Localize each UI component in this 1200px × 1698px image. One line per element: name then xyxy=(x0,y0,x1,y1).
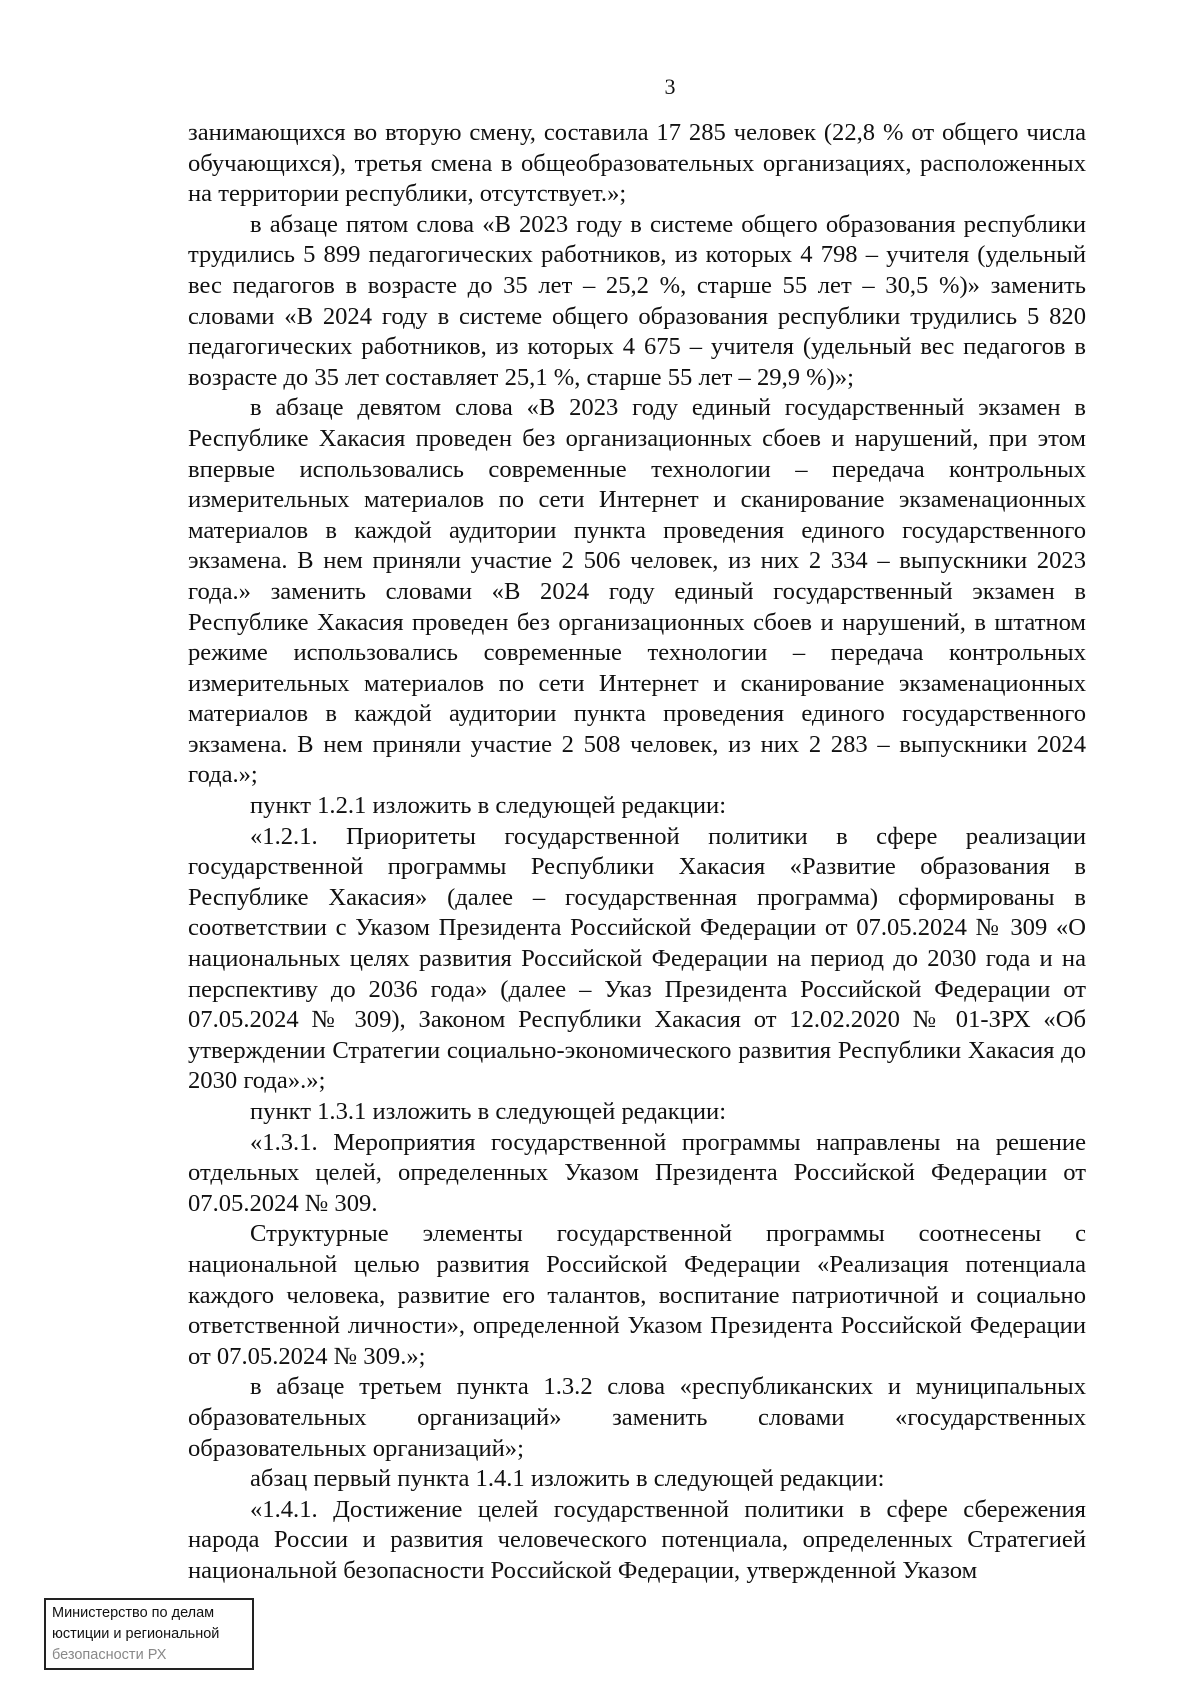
paragraph-5: «1.2.1. Приоритеты государственной политики в сфере реализации государственной программы Республики Хакасия «Развитие образования в Республике Хакасия» (далее – государственная программа) сформированы в соответствии с Указом Президента Российской Федерации от 07.05.2024 № 309 «О национальных целях развития Российской Федерации на период до 2030 года и на перспективу до 2036 года» (далее – Указ Президента Российской Федерации от 07.05.2024 № 309), Законом Республики Хакасия от 12.02.2020 № 01-ЗРХ «Об утверждении Стратегии социально-экономического развития Республики Хакасия до 2030 года».»; xyxy=(188,822,1086,1095)
stamp-line-2: юстиции и региональной xyxy=(52,1626,220,1642)
stamp-line-3: безопасности РХ xyxy=(52,1647,167,1663)
paragraph-6: пункт 1.3.1 изложить в следующей редакции: xyxy=(250,1098,727,1125)
paragraph-11: «1.4.1. Достижение целей государственной политики в сфере сбережения народа России и развития человеческого потенциала, определенных Стратегией национальной безопасности Российской Федерации, утвержденной Указом xyxy=(188,1495,1086,1584)
ministry-stamp xyxy=(44,1598,254,1670)
paragraph-10: абзац первый пункта 1.4.1 изложить в следующей редакции: xyxy=(250,1465,885,1493)
paragraph-4: пункт 1.2.1 изложить в следующей редакции: xyxy=(250,792,727,820)
paragraph-8: Структурные элементы государственной программы соотнесены с национальной целью развития Российской Федерации «Реализация потенциала каждого человека, развитие его талантов, воспитание патриотичной и социально ответственной личности», определенной Указом Президента Российской Федерации от 07.05.2024 № 309.»; xyxy=(188,1220,1086,1370)
stamp-line-1: Министерство по делам xyxy=(52,1605,215,1621)
paragraph-3: в абзаце девятом слова «В 2023 году единый государственный экзамен в Республике Хакасия проведен без организационных сбоев и нарушений, при этом впервые использовались современные технологии – передача контрольных измерительных материалов по сети Интернет и сканирование экзаменационных материалов в каждой аудитории пункта проведения единого государственного экзамена. В нем приняли участие 2 506 человек, из них 2 334 – выпускники 2023 года.» заменить словами «В 2024 году единый государственный экзамен в Республике Хакасия проведен без организационных сбоев и нарушений, в штатном режиме использовались современные технологии – передача контрольных измерительных материалов по сети Интернет и сканирование экзаменационных материалов в каждой аудитории пункта проведения единого государственного экзамена. В нем приняли участие 2 508 человек, из них 2 283 – выпускники 2024 года.»; xyxy=(188,394,1086,789)
paragraph-2: в абзаце пятом слова «В 2023 году в системе общего образования республики трудились 5 899 педагогических работников, из которых 4 798 – учителя (удельный вес педагогов в возрасте до 35 лет – 25,2 %, старше 55 лет – 30,5 %)» заменить словами «В 2024 году в системе общего образования республики трудились 5 820 педагогических работников, из которых 4 675 – учителя (удельный вес педагогов в возрасте до 35 лет составляет 25,1 %, старше 55 лет – 29,9 %)»; xyxy=(188,210,1086,391)
paragraph-1: занимающихся во вторую смену, составила 17 285 человек (22,8 % от общего числа обучающихся), третья смена в общеобразовательных организациях, расположенных на территории республики, отсутствует.»; xyxy=(188,119,1086,208)
paragraph-7: «1.3.1. Мероприятия государственной программы направлены на решение отдельных целей, определенных Указом Президента Российской Федерации от 07.05.2024 № 309. xyxy=(188,1128,1086,1217)
document-body xyxy=(188,118,1086,1587)
page-number: 3 xyxy=(664,74,676,99)
paragraph-9: в абзаце третьем пункта 1.3.2 слова «республиканских и муниципальных образовательных организаций» заменить словами «государственных образовательных организаций»; xyxy=(188,1373,1086,1462)
